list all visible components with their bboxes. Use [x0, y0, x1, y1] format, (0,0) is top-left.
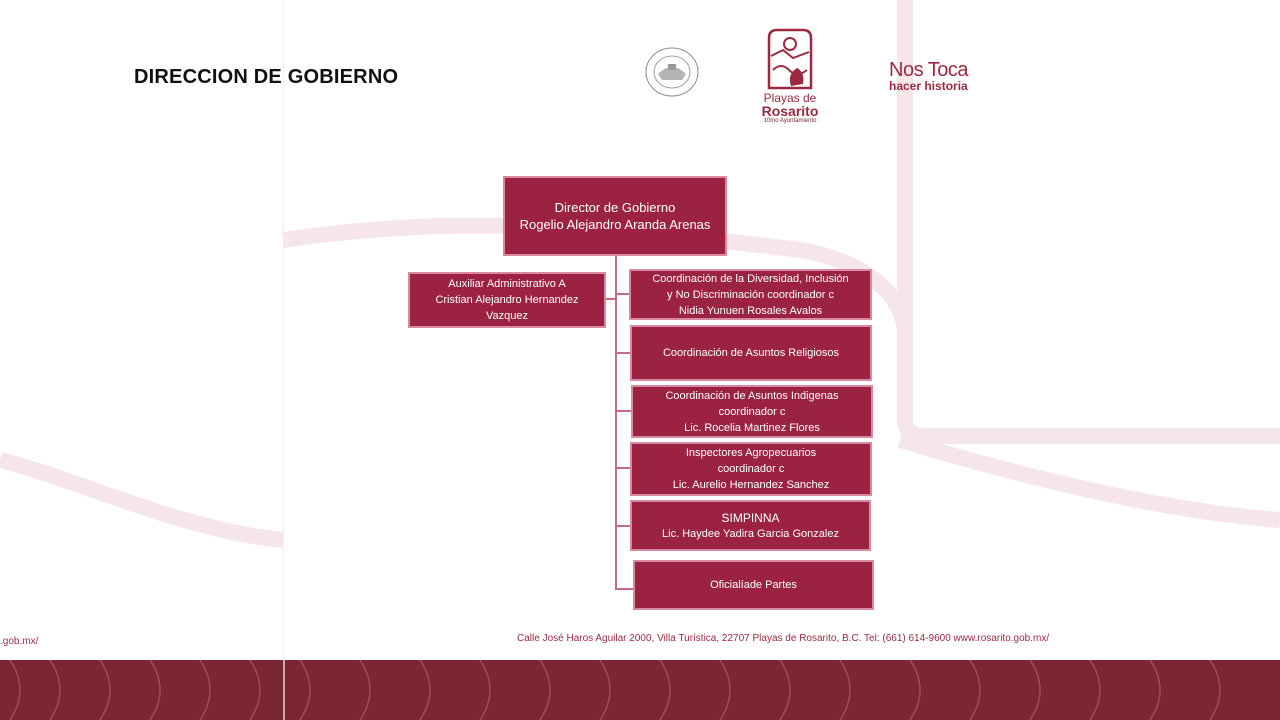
- assistant-name-line2: Vazquez: [486, 310, 528, 322]
- footer-url-fragment: .gob.mx/: [0, 636, 39, 647]
- assistant-node: [408, 272, 606, 328]
- assistant-title: Auxiliar Administrativo A: [448, 278, 566, 290]
- rosarito-logo-line2: Rosarito: [761, 103, 819, 119]
- unit-line: y No Discriminación coordinador c: [667, 288, 834, 301]
- director-title: Director de Gobierno: [554, 200, 676, 215]
- unit-line: Coordinación de Asuntos Indigenas: [665, 389, 839, 402]
- assistant-name-line1: Cristian Alejandro Hernandez: [435, 294, 579, 306]
- slogan-line1: Nos Toca: [889, 59, 969, 81]
- director-name: Rogelio Alejandro Aranda Arenas: [519, 217, 711, 232]
- unit-line: Lic. Haydee Yadira Garcia Gonzalez: [662, 527, 839, 540]
- unit-line: Coordinación de la Diversidad, Inclusión: [652, 272, 849, 285]
- unit-line: Coordinación de Asuntos Religiosos: [662, 347, 840, 359]
- slogan-line2: hacer historia: [889, 79, 968, 93]
- unit-node-diversidad: [629, 269, 872, 320]
- unit-line: Lic. Rocelia Martinez Flores: [684, 421, 820, 434]
- footer-address: Calle José Haros Aguilar 2000, Villa Turística, 22707 Playas de Rosarito, B.C. Tel: (661) 614-9600 www.rosarito.gob.mx/: [517, 633, 1050, 644]
- unit-line: Oficialíade Partes: [710, 579, 797, 591]
- unit-node-agropecuarios: [630, 442, 872, 496]
- unit-line: coordinador c: [717, 463, 785, 475]
- unit-line: Inspectores Agropecuarios: [685, 447, 817, 459]
- rosarito-logo-line3: 10mo Ayuntamiento: [763, 118, 817, 124]
- unit-node-indigenas: [631, 385, 873, 438]
- unit-node-simpinna: [630, 500, 871, 551]
- unit-node-oficialia: [633, 560, 874, 610]
- unit-line: SIMPINNA: [721, 510, 780, 525]
- unit-line: Nidia Yunuen Rosales Avalos: [678, 304, 823, 317]
- unit-line: coordinador c: [718, 405, 786, 418]
- rosarito-logo-line1: Playas de: [763, 91, 817, 105]
- director-node: [503, 176, 727, 256]
- unit-node-religiosos: [630, 325, 872, 381]
- page-title: DIRECCION DE GOBIERNO: [134, 66, 399, 88]
- unit-line: Lic. Aurelio Hernandez Sanchez: [672, 479, 830, 491]
